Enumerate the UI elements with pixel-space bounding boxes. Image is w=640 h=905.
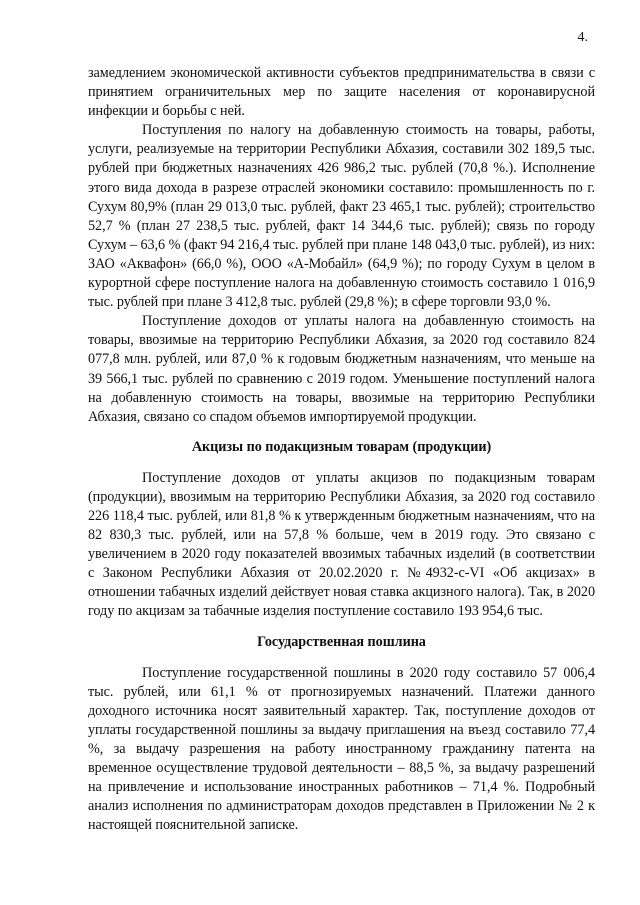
page-number: 4. [577, 30, 588, 45]
paragraph-excise: Поступление доходов от уплаты акцизов по подакцизным товарам (продукции), ввозимым на территорию Республики Абхазия, за 2020 год составило 226 118,4 тыс. рублей, или 81,8 % к утвержденным бюджетным назначениям, что на 82 830,3 тыс. рублей, или на 57,8 % больше, чем в 2019 году. Это связано с увеличением в 2020 году показателей ввозимых табачных изделий (в соответствии с Законом Республики Абхазия от 20.02.2020 г. №4932-с-VI «Об акцизах» в отношении табачных изделий действует новая ставка акцизного налога). Так, в 2020 году по акцизам за табачные изделия поступление составило 193 954,6 тыс. [88, 469, 595, 620]
paragraph-state-duty: Поступление государственной пошлины в 2020 году составило 57 006,4 тыс. рублей, или 61,1 % от прогнозируемых назначений. Платежи данного доходного источника носят заявительный характер. Так, поступление доходов от уплаты государственной пошлины за выдачу приглашения на въезд составило 77,4 %, за выдачу разрешения на работу иностранному гражданину патента на временное осуществление трудовой деятельности – 88,5 %, за выдачу разрешений на привлечение и использование иностранных работников – 71,4 %. Подробный анализ исполнения по администраторам доходов представлен в Приложении № 2 к настоящей пояснительной записке. [88, 664, 595, 834]
section-heading-excise: Акцизы по подакцизным товарам (продукции) [191, 438, 492, 455]
section-heading-state-duty: Государственная пошлина [257, 633, 426, 650]
paragraph-vat-import: Поступление доходов от уплаты налога на добавленную стоимость на товары, ввозимые на территорию Республики Абхазия, за 2020 год составило 824 077,8 млн. рублей, или 87,0 % к годовым бюджетным назначениям, что меньше на 39 566,1 тыс. рублей по сравнению с 2019 годом. Уменьшение поступлений налога на добавленную стоимость на товары, ввозимые на территорию Республики Абхазия, связано со спадом объемов импортируемой продукции. [88, 313, 595, 425]
paragraph-continuation: замедлением экономической активности субъектов предпринимательства в связи с принятием ограничительных мер по защите населения от коронавирусной инфекции и борьбы с ней. [88, 65, 595, 120]
paragraph-vat-domestic: Поступления по налогу на добавленную стоимость на товары, работы, услуги, реализуемые на территории Республики Абхазия, составили 302 189,5 тыс. рублей при бюджетных назначениях 426 986,2 тыс. рублей (70,8 %.). Исполнение этого вида дохода в разрезе отраслей экономики составило: промышленность по г. Сухум 80,9% (план 29 013,0 тыс. рублей, факт 23 465,1 тыс. рублей); строительство 52,7 % (план 27 238,5 тыс. рублей, факт 14 344,6 тыс. рублей); связь по городу Сухум – 63,6 % (факт 94 216,4 тыс. рублей при плане 148 043,0 тыс. рублей), из них: ЗАО «Аквафон» (66,0 %), ООО «А-Мобайл» (64,9 %); по городу Сухум в целом в курортной сфере поступление налога на добавленную стоимость составило 1 016,9 тыс. рублей при плане 3 412,8 тыс. рублей (29,8 %); в сфере торговли 93,0 %. [88, 122, 595, 311]
document-body [88, 64, 595, 835]
